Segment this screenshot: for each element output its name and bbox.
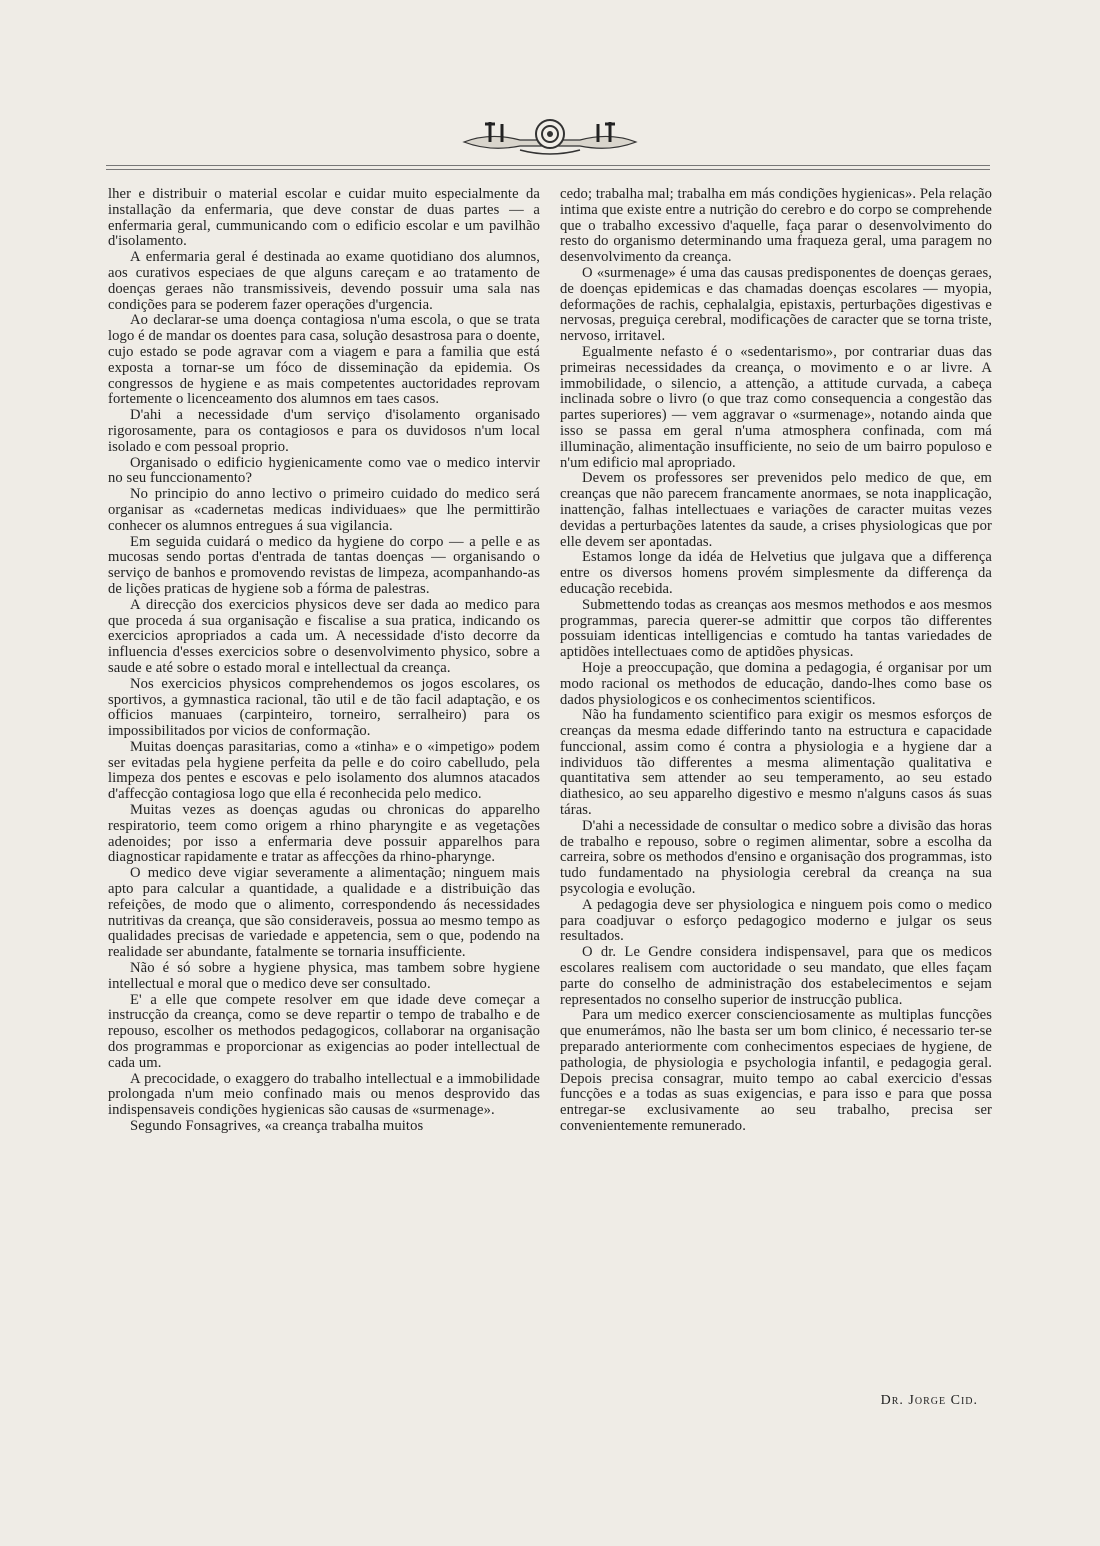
paragraph: Segundo Fonsagrives, «a creança trabalha muitos: [130, 1118, 424, 1135]
paragraph: Nos exercicios physicos comprehendemos os jogos escolares, os sportivos, a gymnastica racional, tão util e de tão facil adaptação, e os officios manuaes (carpinteiro, torneiro, serralheiro) para os impossibilitados por vicios de conformação.: [108, 675, 540, 740]
paragraph: A pedagogia deve ser physiologica e ninguem pois como o medico para coadjuvar o esforço pedagogico moderno e julgar os seus resultados.: [560, 896, 992, 945]
paragraph: lher e distribuir o material escolar e cuidar muito especialmente da installação da enfermaria, que deve constar de duas partes — a enfermaria geral, cummunicando com o edificio escolar e um pavilhão d'isolamento.: [108, 186, 540, 250]
paragraph: No principio do anno lectivo o primeiro cuidado do medico será organisar as «cadernetas medicas individuaes» que lhe permittirão conhecer os alumnos entregues á sua vigilancia.: [108, 486, 540, 534]
paragraph: Para um medico exercer conscienciosamente as multiplas funcções que enumerámos, não lhe basta ser um bom clinico, é necessario ter-se preparado anteriormente com conhecimentos especiaes de hygiene, de pathologia, de physiologia e psychologia infantil, e pedagogia geral. Depois precisa consagrar, muito tempo ao cabal exercicio d'essas funcções e a todas as suas exigencias, e para isso e para que possa entregar-se exclusivamente ao seu trabalho, precisa ser convenientemente remunerado.: [560, 1007, 992, 1135]
paragraph: Estamos longe da idéa de Helvetius que julgava que a differença entre os diversos homens provém simplesmente da differença da educação recebida.: [560, 549, 992, 597]
paragraph: Não ha fundamento scientifico para exigir os mesmos esforços de creanças da mesma edade differindo tanto na estructura e capacidade funccional, assim como é contra a physiologia e a hygiene dar a individuos tão differentes a mesma alimentação qualitativa e quantitativa sem attender ao seu temperamento, ao seu estado diathesico, ao seu apparelho digestivo e mesmo n'alguns casos ás suas táras.: [560, 707, 992, 819]
paragraph: A direcção dos exercicios physicos deve ser dada ao medico para que proceda á sua organisação e fiscalise a sua pratica, indicando os exercicios apropriados a cada um. A necessidade d'isto decorre da influencia d'esses exercicios sobre o desenvolvimento physico, sobre a saude e até sobre o estado moral e intellectual da creança.: [108, 596, 540, 676]
paragraph: A enfermaria geral é destinada ao exame quotidiano dos alumnos, aos curativos especiaes de que alguns careçam e ao tratamento de doenças geraes não transmissiveis, devendo possuir uma sala nas condições para se poderem fazer operações d'urgencia.: [108, 249, 540, 313]
header-rule-top: [106, 165, 990, 166]
paragraph: Organisado o edificio hygienicamente como vae o medico intervir no seu funccionamento?: [108, 454, 540, 487]
left-column: [108, 187, 540, 1135]
paragraph: Muitas vezes as doenças agudas ou chronicas do apparelho respiratorio, teem como origem a rhino pharyngite e as vegetações adenoides; por isso a enfermaria deve possuir apparelhos para diagnosticar rapidamente e tratar as affecções da rhino-pharynge.: [108, 802, 540, 866]
paragraph: O dr. Le Gendre considera indispensavel, para que os medicos escolares realisem com auctoridade o seu mandato, que elles façam parte do conselho de administração dos estabelecimentos e sejam representados no conselho superior de instrucção publica.: [560, 944, 992, 1008]
header-rule-bottom: [106, 169, 990, 170]
paragraph: Em seguida cuidará o medico da hygiene do corpo — a pelle e as mucosas sendo portas d'entrada de tantas doenças — organisando o serviço de banhos e promovendo revistas de limpeza, acompanhando-as de lições praticas de hygiene sob a fórma de palestras.: [108, 533, 540, 597]
paragraph: A precocidade, o exaggero do trabalho intellectual e a immobilidade prolongada n'um meio confinado mais ou menos desprovido das indispensaveis condições hygienicas são causas de «surmenage».: [108, 1070, 540, 1119]
paragraph: D'ahi a necessidade d'um serviço d'isolamento organisado rigorosamente, para os contagiosos e para os duvidosos n'um local isolado e com pessoal proprio.: [108, 407, 540, 455]
tiro-sport-masthead-logo: [460, 112, 640, 158]
paragraph: cedo; trabalha mal; trabalha em más condições hygienicas». Pela relação intima que existe entre a nutrição do cerebro e do corpo se comprehende que o trabalho excessivo d'aquelle, faça parar o desenvolvimento do resto do organismo determinando uma fraqueza geral, uma paragem no desenvolvimento da creança.: [560, 186, 992, 266]
paragraph: Hoje a preoccupação, que domina a pedagogia, é organisar por um modo racional os methodos de educação, dando-lhes como base os dados physiologicos e os conhecimentos scientificos.: [560, 659, 992, 708]
paragraph: Ao declarar-se uma doença contagiosa n'uma escola, o que se trata logo é de mandar os doentes para casa, solução desastrosa para o doente, cujo estado se pode agravar com a viagem e para a familia que está exposta a tornar-se um fóco de disseminação da epidemia. Os congressos de hygiene e as mais competentes auctoridades reprovam fortemente o licenceamento dos alumnos em taes casos.: [108, 312, 540, 408]
paragraph: Muitas doenças parasitarias, como a «tinha» e o «impetigo» podem ser evitadas pela hygiene perfeita da pelle e do coiro cabelludo, pela limpeza dos pentes e escovas e pelo isolamento dos alumnos atacados d'affecção contagiosa logo que ella é reconhecida pelo medico.: [108, 738, 540, 803]
paragraph: Submettendo todas as creanças aos mesmos methodos e aos mesmos programmas, parecia querer-se admittir que corpos tão differentes possuiam identicas intelligencias e comtudo ha tantas variedades de aptidões intellectuaes como de aptidões physicas.: [560, 596, 992, 661]
paragraph: Não é só sobre a hygiene physica, mas tambem sobre hygiene intellectual e moral que o medico deve ser consultado.: [108, 960, 540, 992]
paragraph: O «surmenage» é uma das causas predisponentes de doenças geraes, de doenças epidemicas e das chamadas doenças escolares — myopia, deformações de rachis, cephalalgia, epistaxis, perturbações digestivas e nervosas, preguiça cerebral, modificações de caracter que se torna triste, nervoso, irritavel.: [560, 264, 992, 345]
paragraph: Devem os professores ser prevenidos pelo medico de que, em creanças que não parecem francamente anormaes, se nota inapplicação, inattenção, falhas intellectuaes e variações de caracter muitas vezes devidas a perturbações latentes da saude, a crises physiologicas que por elle devem ser apontadas.: [560, 470, 992, 550]
paragraph: Egualmente nefasto é o «sedentarismo», por contrariar duas das primeiras necessidades da creança, o movimento e o ar livre. A immobilidade, o silencio, a attenção, a attitude curvada, a cabeça inclinada sobre o livro (o que traz como consequencia a congestão das partes superiores) — vem aggravar o «surmenage», notando ainda que isso se passa em geral n'uma atmosphera confinada, com má illuminação, alimentação insufficiente, no seio de um bairro populoso e n'um edificio mal apropriado.: [560, 343, 992, 471]
paragraph: D'ahi a necessidade de consultar o medico sobre a divisão das horas de trabalho e repouso, sobre o regimen alimentar, sobre a escolha da carreira, sobre os methodos d'ensino e organisação dos programmas, isto tudo fundamentado na physiologia cerebral da creança na sua psycologia e evolução.: [560, 817, 992, 898]
paragraph: O medico deve vigiar severamente a alimentação; ninguem mais apto para calcular a quantidade, a qualidade e a distribuição das refeições, de modo que o alimento, correspondendo ás necessidades nutritivas da creança, que são consideraveis, possua ao mesmo tempo as qualidades precisas de variedade e appetencia, sem o que, podendo na realidade ser abundante, fatalmente se tornaria insufficiente.: [108, 865, 540, 961]
right-column: [560, 187, 992, 1135]
paragraph: E' a elle que compete resolver em que idade deve começar a instrucção da creança, como se deve repartir o tempo de trabalho e de repouso, escolher os methodos pedagogicos, collaborar na organisação dos programmas e proporcionar as exigencias ao poder intellectual de cada um.: [108, 991, 540, 1071]
author-signature: Dr. Jorge Cid.: [880, 1393, 978, 1408]
